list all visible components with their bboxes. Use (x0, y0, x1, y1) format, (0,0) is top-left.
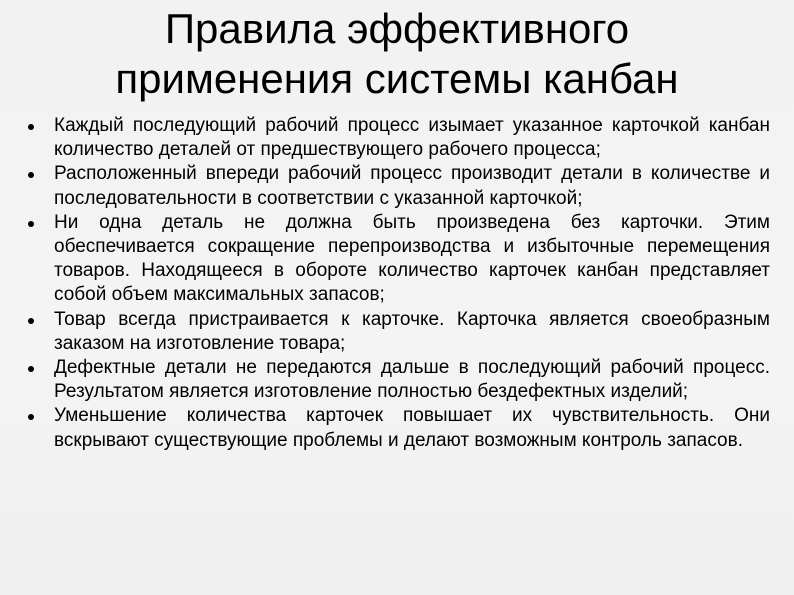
bullet-text: Товар всегда пристраивается к карточке. Карточка является своеобразным заказом на изготовление товара; (54, 308, 770, 354)
bullet-dot-icon (28, 366, 34, 372)
bullet-item-6 (24, 404, 770, 452)
bullet-text: Каждый последующий рабочий процесс изымает указанное карточкой канбан количество деталей от предшествующего рабочего процесса; (54, 115, 770, 161)
slide-title: Правила эффективного применения системы канбан (115, 5, 679, 102)
bullet-list (24, 114, 770, 453)
bullet-dot-icon (28, 221, 34, 227)
bullet-text: Дефектные детали не передаются дальше в последующий рабочий процесс. Результатом является изготовление полностью бездефектных изделий; (54, 357, 770, 403)
bullet-text: Расположенный впереди рабочий процесс производит детали в количестве и последовательности в соответствии с указанной карточкой; (54, 163, 770, 209)
bullet-item-1 (24, 114, 770, 162)
bullet-text: Ни одна деталь не должна быть произведена без карточки. Этим обеспечивается сокращение перепроизводства и избыточные перемещения товаров. Находящееся в обороте количество карточек канбан представляет собой объем максимальных запасов; (54, 211, 770, 306)
bullet-dot-icon (28, 318, 34, 324)
bullet-text: Уменьшение количества карточек повышает их чувствительность. Они вскрывают существующие проблемы и делают возможным контроль запасов. (54, 405, 770, 451)
bullet-item-3 (24, 211, 770, 308)
bullet-dot-icon (28, 172, 34, 178)
bullet-item-2 (24, 162, 770, 210)
bullet-item-4 (24, 308, 770, 356)
bullet-dot-icon (28, 414, 34, 420)
bullet-item-5 (24, 356, 770, 404)
bullet-dot-icon (28, 124, 34, 130)
